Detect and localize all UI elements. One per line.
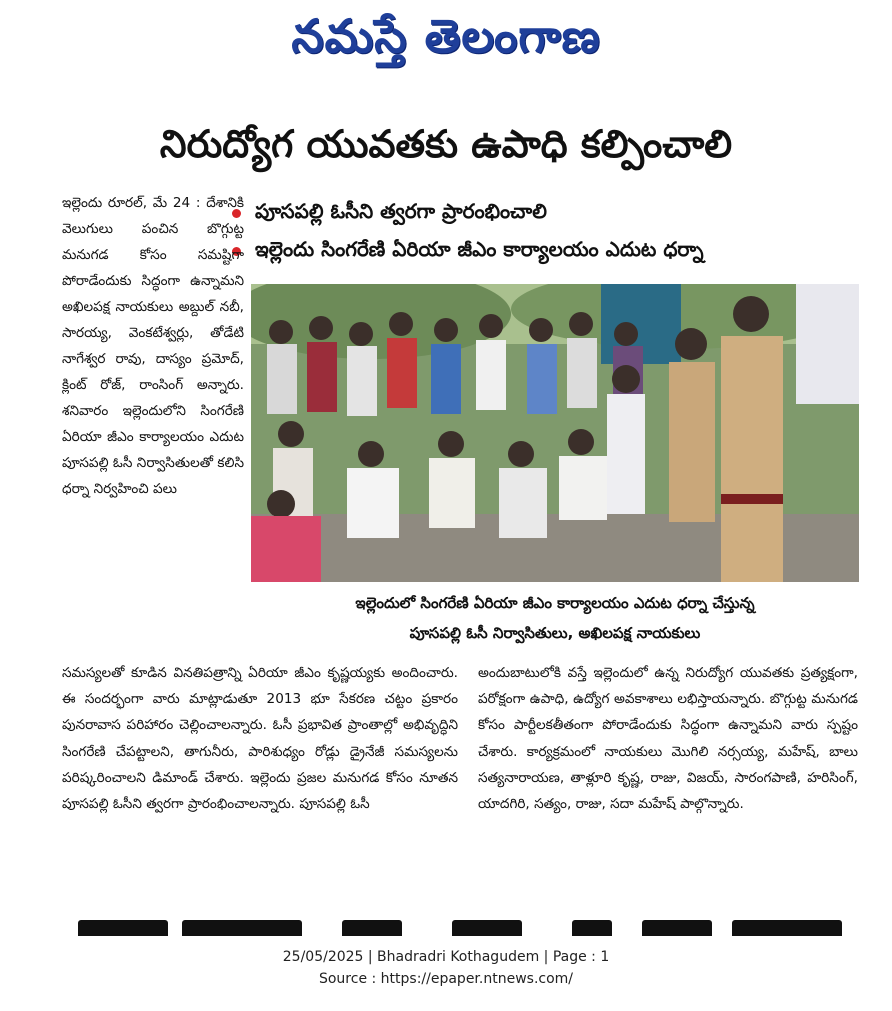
protest-photo [251,284,859,582]
article-body-right: అందుబాటులోకి వస్తే ఇల్లెందులో ఉన్న నిరుద్యోగ యువతకు ప్రత్యక్షంగా, పరోక్షంగా ఉపాధి, ఉద్యోగ అవకాశాలు లభిస్తాయన్నారు. బొగ్గుట్ట మనుగడ కోసం పార్టీలకతీతంగా పోరాడేందుకు సిద్ధంగా ఉన్నామని వారు స్పష్టం చేశారు. కార్యక్రమంలో నాయకులు మొగిలి నర్సయ్య, మహేష్, బాలు సత్యనారాయణ, తాళ్లూరి కృష్ణ, రాజు, విజయ్, సారంగపాణి, హరిసింగ్, యాదగిరి, సత్యం, రాజు, సదా మహేష్ పాల్గొన్నారు. [478,665,858,813]
article-body-left: సమస్యలతో కూడిన వినతిపత్రాన్ని ఏరియా జీఎం కృష్ణయ్యకు అందించారు. ఈ సందర్భంగా వారు మాట్లాడుతూ 2013 భూ సేకరణ చట్టం ప్రకారం పునరావాస పరిహారం చెల్లించాలన్నారు. ఓసీ ప్రభావిత ప్రాంతాల్లో అభివృద్ధిని సింగరేణి చేపట్టాలని, తాగునీరు, పారిశుధ్యం రోడ్లు డ్రైనేజీ సమస్యలను పరిష్కరించాలని డిమాండ్ చేశారు. ఇల్లెందు ప్రజల మనుగడ కోసం నూతన పూసపల్లి ఓసీని త్వరగా ప్రారంభించాలన్నారు. పూసపల్లి ఓసీ [62,665,458,813]
masthead-logo: నమస్తే తెలంగాణ [291,9,601,63]
caption-line: పూసపల్లి ఓసీ నిర్వాసితులు, అఖిలపక్ష నాయకులు [409,624,701,642]
bullet-item [232,232,872,270]
footer-date-line: 25/05/2025 | Bhadradri Kothagudem | Page : 1 [282,949,610,965]
bullet-text: ఇల్లెందు సింగరేణి ఏరియా జీఎం కార్యాలయం ఎదుట ధర్నా [255,236,704,261]
bullet-item [232,194,872,232]
newspaper-masthead [0,0,892,72]
bullet-text: పూసపల్లి ఓసీని త్వరగా ప్రారంభించాలి [255,198,547,223]
footer-source-line: Source : https://epaper.ntnews.com/ [318,971,574,987]
article-bullets [232,194,872,270]
protest-photo-illustration [251,284,859,582]
page-footer [0,946,892,990]
article-lead-column: ఇల్లెందు రూరల్, మే 24 : దేశానికి వెలుగులు పంచిన బొగ్గుట్ట మనుగడ కోసం సమష్టిగా పోరాడేందుకు సిద్ధంగా ఉన్నామని అఖిలపక్ష నాయకులు అబ్దుల్ నబీ, సారయ్య, వెంకటేశ్వర్లు, తోడేటి నాగేశ్వర రావు, దాస్యం ప్రమోద్, క్లింట్ రోజ్, రాంసింగ్ అన్నారు. శనివారం ఇల్లెందులోని సింగరేణి ఏరియా జీఎం కార్యాలయం ఎదుట పూసపల్లి ఓసీ నిర్వాసితులతో కలిసి ధర్నా నిర్వహించి పలు [62,195,244,497]
caption-line: ఇల్లెందులో సింగరేణి ఏరియా జీఎం కార్యాలయం ఎదుట ధర్నా చేస్తున్న [355,594,755,612]
photo-caption [251,588,859,648]
next-headline-cutoff [72,908,862,936]
article-headline: నిరుద్యోగ యువతకు ఉపాధి కల్పించాలి [159,122,733,166]
